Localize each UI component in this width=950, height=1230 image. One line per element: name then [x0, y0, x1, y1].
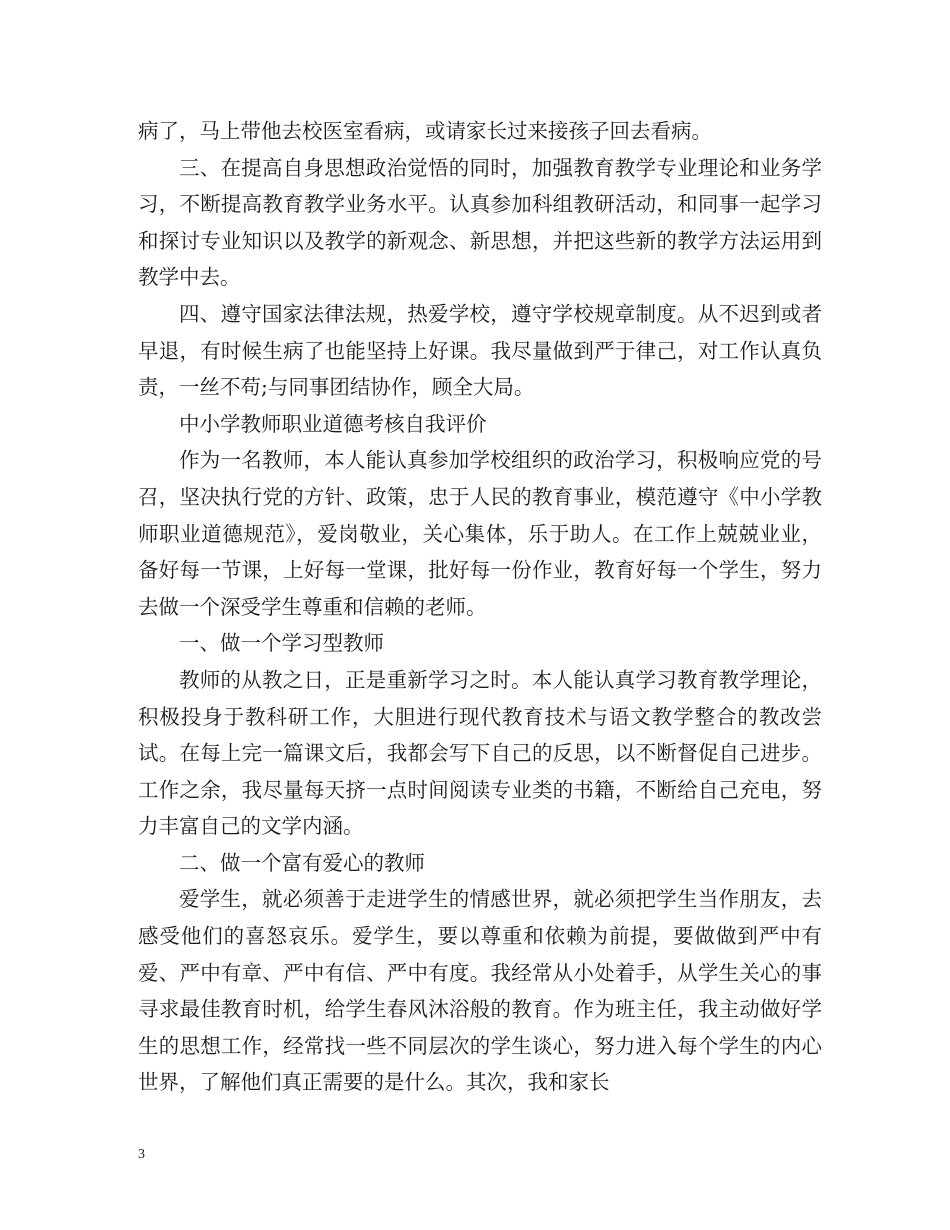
paragraph-learning-teacher: 教师的从教之日，正是重新学习之时。本人能认真学习教育教学理论，积极投身于教科研工作，大胆进行现代教育技术与语文教学整合的教改尝试。在每上完一篇课文后，我都会写下自己的反思，以不断督促自己进步。工作之余，我尽量每天挤一点时间阅读专业类的书籍，不断给自己充电，努力丰富自己的文学内涵。: [138, 667, 822, 839]
article-title: 中小学教师职业道德考核自我评价: [179, 411, 487, 436]
heading-caring-teacher: 二、做一个富有爱心的教师: [179, 850, 425, 875]
paragraph-caring-teacher: 爱学生，就必须善于走进学生的情感世界，就必须把学生当作朋友，去感受他们的喜怒哀乐。爱学生，要以尊重和依赖为前提，要做做到严中有爱、严中有章、严中有信、严中有度。我经常从小处着手，从学生关心的事寻求最佳教育时机，给学生春风沐浴般的教育。作为班主任，我主动做好学生的思想工作，经常找一些不同层次的学生谈心，努力进入每个学生的内心世界，了解他们真正需要的是什么。其次，我和家长: [138, 887, 822, 1095]
page-number: 3: [138, 1147, 145, 1162]
paragraph-section-four: 四、遵守国家法律法规，热爱学校，遵守学校规章制度。从不迟到或者早退，有时候生病了也能坚持上好课。我尽量做到严于律己，对工作认真负责，一丝不苟;与同事团结协作，顾全大局。: [138, 301, 822, 400]
document-body: [138, 113, 822, 1101]
paragraph-continuation: 病了，马上带他去校医室看病，或请家长过来接孩子回去看病。: [138, 119, 712, 143]
paragraph-section-three: 三、在提高自身思想政治觉悟的同时，加强教育教学专业理论和业务学习，不断提高教育教学业务水平。认真参加科组教研活动，和同事一起学习和探讨专业知识以及教学的新观念、新思想，并把这些新的教学方法运用到教学中去。: [138, 155, 822, 290]
paragraph-intro: 作为一名教师，本人能认真参加学校组织的政治学习，积极响应党的号召，坚决执行党的方针、政策，忠于人民的教育事业，模范遵守《中小学教师职业道德规范》，爱岗敬业，关心集体，乐于助人。在工作上兢兢业业，备好每一节课，上好每一堂课，批好每一份作业，教育好每一个学生，努力去做一个深受学生尊重和信赖的老师。: [138, 448, 822, 619]
heading-learning-teacher: 一、做一个学习型教师: [179, 631, 384, 656]
